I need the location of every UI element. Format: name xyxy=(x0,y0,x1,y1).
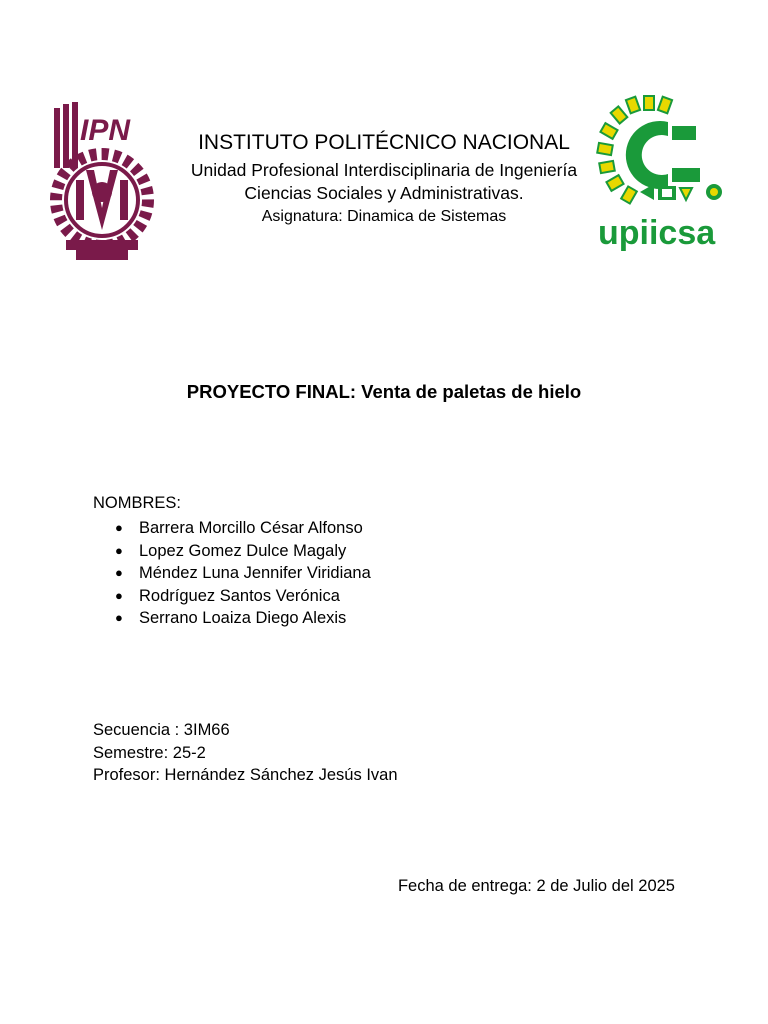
list-item xyxy=(115,517,371,540)
student-name: Lopez Gomez Dulce Magaly xyxy=(139,541,347,560)
upiicsa-wordmark: upiicsa xyxy=(598,214,716,252)
student-name: Barrera Morcillo César Alfonso xyxy=(139,519,363,537)
student-name: Rodríguez Santos Verónica xyxy=(139,586,340,605)
bullet-icon: ● xyxy=(115,542,123,558)
unit-name-line2: Ciencias Sociales y Administrativas. xyxy=(244,183,524,203)
names-list xyxy=(115,517,371,630)
unit-name-line1: Unidad Profesional Interdisciplinaria de Ingeniería xyxy=(190,160,578,180)
list-item xyxy=(115,562,371,585)
upiicsa-logo xyxy=(596,92,738,254)
student-name: Serrano Loaiza Diego Alexis xyxy=(139,609,347,627)
svg-text:IPN: IPN xyxy=(80,114,131,147)
student-name: Méndez Luna Jennifer Viridiana xyxy=(139,564,371,582)
ipn-logo xyxy=(46,100,158,264)
project-title-prefix: PROYECTO FINAL: xyxy=(186,381,357,402)
list-item xyxy=(115,585,371,608)
names-label: NOMBRES: xyxy=(93,494,182,512)
list-item xyxy=(115,540,371,563)
list-item xyxy=(115,607,371,630)
bullet-icon: ● xyxy=(115,610,123,625)
semester-line: Semestre: 25-2 xyxy=(93,744,206,762)
institution-name: INSTITUTO POLITÉCNICO NACIONAL xyxy=(198,131,570,154)
bullet-icon: ● xyxy=(115,565,123,580)
project-title-name: Venta de paletas de hielo xyxy=(361,381,582,402)
sequence-line: Secuencia : 3IM66 xyxy=(93,721,230,739)
delivery-date: Fecha de entrega: 2 de Julio del 2025 xyxy=(397,877,675,895)
bullet-icon: ● xyxy=(115,520,123,535)
bullet-icon: ● xyxy=(115,587,123,603)
project-title xyxy=(0,381,768,403)
subject-line: Asignatura: Dinamica de Sistemas xyxy=(261,208,507,225)
professor-line: Profesor: Hernández Sánchez Jesús Ivan xyxy=(93,766,398,784)
